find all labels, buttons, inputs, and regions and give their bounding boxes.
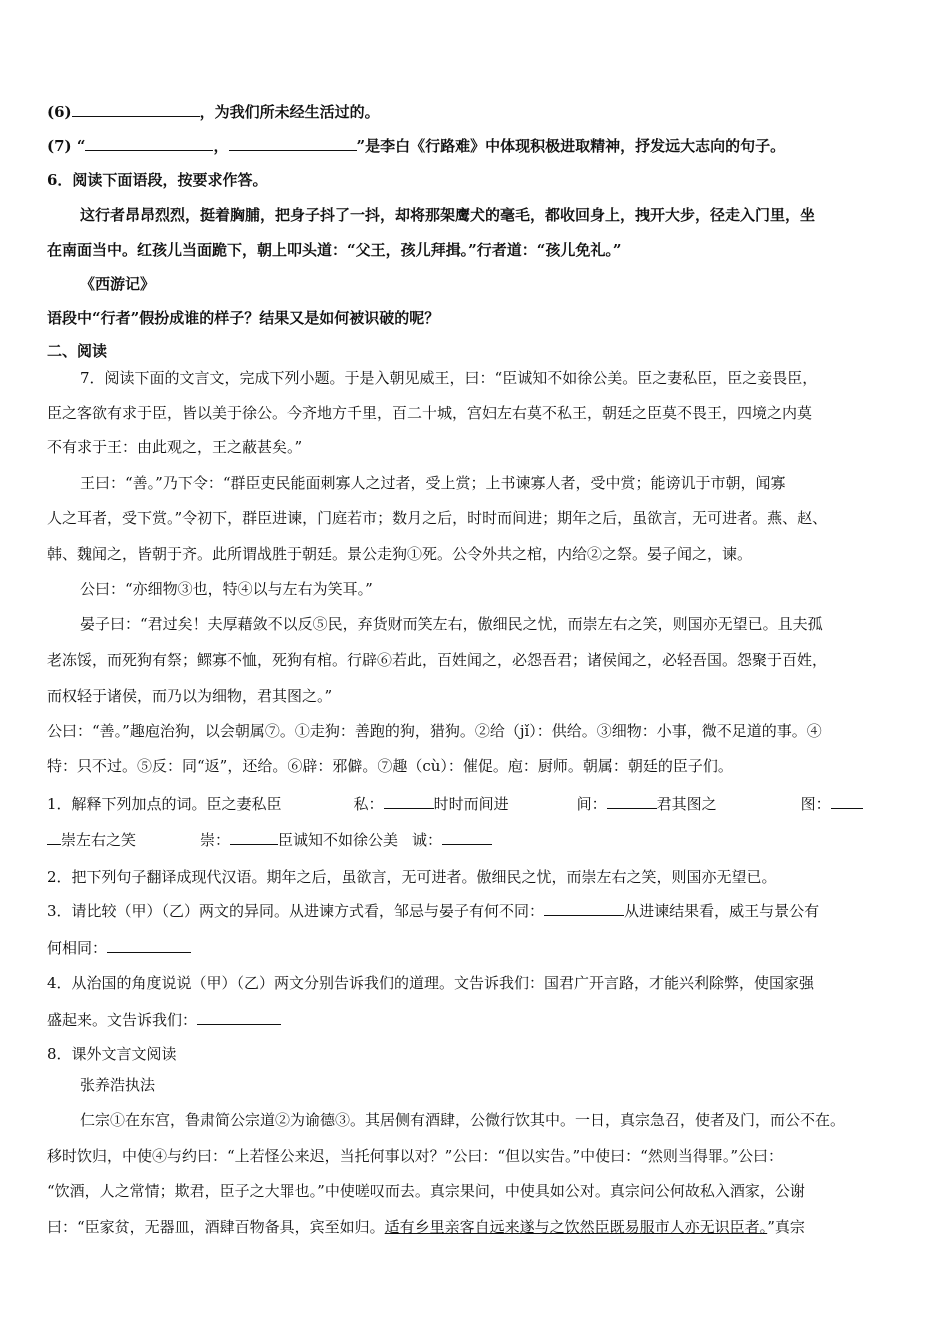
term-label: 崇： [200,831,231,849]
q6-passage-line: 这行者昂昂烈烈，挺着胸脯，把身子抖了一抖，却将那架鹰犬的毫毛，都收回身上，拽开大步，径走入门里，坐 [80,206,816,224]
sub-question-text: 从进谏结果看，威王与景公有 [624,902,820,920]
q7-passage-line: 人之耳者，受下赏。”令初下，群臣进谏，门庭若市；数月之后，时时而间进；期年之后，虽欲言，无可进者。燕、赵、 [47,509,828,527]
sub-question-2: 2．把下列句子翻译成现代汉语。期年之后，虽欲言，无可进者。傲细民之忧，而崇左右之笑，则国亦无望已。 [47,868,777,886]
q7-passage-line: 老冻馁，而死狗有祭；鳏寡不恤，死狗有棺。行辟⑥若此，百姓闻之，必怨吾君；诸侯闻之，必轻吾国。怨聚于百姓， [47,651,828,669]
q7-passage-line: 王曰：“善。”乃下令：“群臣吏民能面刺寡人之过者，受上赏；上书谏寡人者，受中赏；能谤讥于市朝，闻寡 [80,474,786,492]
sub-question-4: 4．从治国的角度说说（甲）（乙）两文分别告诉我们的道理。文告诉我们：国君广开言路，才能兴利除弊，使国家强 [47,974,815,992]
answer-blank[interactable] [47,830,61,845]
item-number: (7) “ [47,137,86,155]
item-separator: ， [213,137,229,155]
answer-blank[interactable] [85,136,213,151]
q7-notes-line: 公曰：“善。”趣庖治狗，以会朝属⑦。①走狗：善跑的狗，猎狗。②给（jǐ）：供给。③细物：小事，微不足道的事。④ [47,722,822,740]
term-label: 私： [353,795,384,813]
answer-blank[interactable] [72,102,200,117]
answer-blank[interactable] [197,1010,281,1025]
sub-question-text: 3．请比较（甲）（乙）两文的异同。从进谏方式看，邹忌与晏子有何不同： [47,902,545,920]
q8-title: 8．课外文言文阅读 [47,1045,177,1063]
q6-passage-line: 在南面当中。红孩儿当面跪下，朝上叩头道：“父王，孩儿拜揖。”行者道：“孩儿免礼。” [47,241,622,259]
sub-question-3-cont [47,938,907,958]
q6-question: 语段中“行者”假扮成谁的样子？结果又是如何被识破的呢？ [47,309,440,327]
answer-blank[interactable] [607,794,657,809]
sub-question-text: 何相同： [47,939,108,957]
q8-subtitle: 张养浩执法 [80,1076,156,1094]
q7-passage-line: 臣之客欲有求于臣，皆以美于徐公。今齐地方千里，百二十城，宫妇左右莫不私王，朝廷之臣莫不畏王，四境之内莫 [47,404,813,422]
q8-passage-line: “饮酒，人之常情；欺君，臣子之大罪也。”中使嗟叹而去。真宗果问，中使具如公对。真宗问公何故私入酒家，公谢 [47,1182,805,1200]
q7-passage-line: 而权轻于诸侯，而乃以为细物，君其图之。” [47,687,333,705]
term-label: 诚： [412,831,443,849]
q7-passage-line: 不有求于王：由此观之，王之蔽甚矣。” [47,438,303,456]
answer-blank[interactable] [384,794,434,809]
sub-question-1-cont [47,830,907,850]
answer-blank[interactable] [107,938,191,953]
term-label: 间： [576,795,607,813]
term-phrase: 臣诚知不如徐公美 [278,831,399,849]
sub-question-text: 1．解释下列加点的词。臣之妻私臣 [47,795,282,813]
section-title: 二、阅读 [47,342,108,360]
answer-blank[interactable] [544,901,624,916]
q6-source: 《西游记》 [80,275,156,293]
sub-question-4-cont [47,1010,907,1030]
q8-passage-line [47,1217,907,1237]
fill-item-7 [47,136,907,156]
passage-text: 曰：“臣家贫，无器皿，酒肆百物备具，宾至如归。 [47,1218,385,1236]
answer-blank[interactable] [229,136,357,151]
term-phrase: 时时而间进 [433,795,509,813]
sub-question-1 [47,794,907,814]
q6-title: 6．阅读下面语段，按要求作答。 [47,171,268,189]
q7-passage-line: 公曰：“亦细物③也，特④以与左右为笑耳。” [80,580,373,598]
passage-text: ”真宗 [767,1218,805,1236]
term-label: 图： [800,795,831,813]
answer-blank[interactable] [831,794,863,809]
answer-blank[interactable] [230,830,278,845]
answer-blank[interactable] [442,830,492,845]
item-text: ”是李白《行路难》中体现积极进取精神，抒发远大志向的句子。 [356,137,786,155]
sub-question-3 [47,901,907,921]
item-number: (6) [47,103,72,121]
item-text: ，为我们所未经生活过的。 [199,103,380,121]
q7-passage-line: 晏子曰：“君过矣！夫厚藉敛不以反⑤民，弃货财而笑左右，傲细民之忧，而崇左右之笑，则国亦无望已。且夫孤 [80,615,823,633]
fill-item-6 [47,102,907,122]
term-phrase: 崇左右之笑 [61,831,137,849]
q7-passage-line: 韩、魏闻之，皆朝于齐。此所谓战胜于朝廷。景公走狗①死。公令外共之棺，内给②之祭。晏子闻之，谏。 [47,545,753,563]
underlined-sentence: 适有乡里亲客自远来遂与之饮然臣既易服市人亦无识臣者。 [384,1218,768,1236]
q8-passage-line: 移时饮归，中使④与约曰：“上若怪公来迟，当托何事以对？”公曰：“但以实告。”中使曰：“然则当得罪。”公曰： [47,1147,784,1165]
term-phrase: 君其图之 [656,795,717,813]
sub-question-text: 盛起来。文告诉我们： [47,1011,198,1029]
q7-notes-line: 特：只不过。⑤反：同“返”，还给。⑥辟：邪僻。⑦趣（cù）：催促。庖：厨师。朝属：朝廷的臣子们。 [47,757,733,775]
q7-passage-line: 7．阅读下面的文言文，完成下列小题。于是入朝见威王，曰：“臣诚知不如徐公美。臣之妻私臣，臣之妾畏臣， [80,369,818,387]
q8-passage-line: 仁宗①在东宫，鲁肃简公宗道②为谕德③。其居侧有酒肆，公微行饮其中。一日，真宗急召，使者及门，而公不在。 [80,1111,846,1129]
